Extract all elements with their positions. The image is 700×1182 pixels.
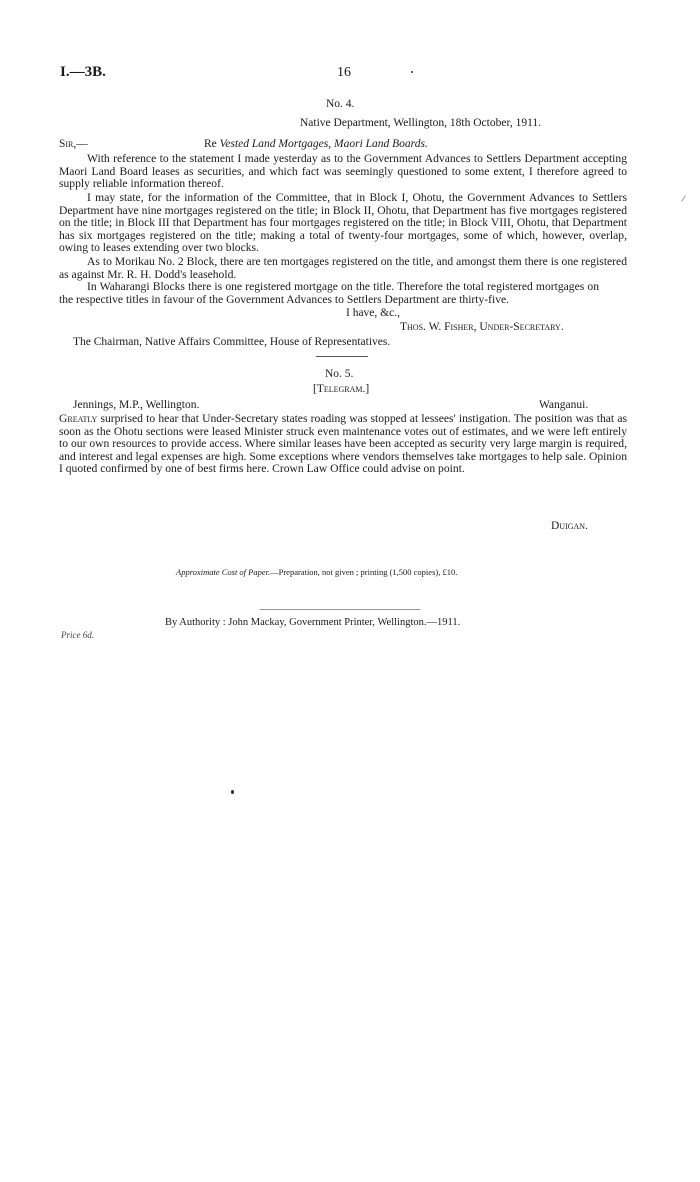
page-number: 16: [337, 65, 351, 80]
scan-speck: [411, 71, 413, 73]
subject-re: Re: [204, 138, 217, 150]
letter-dateline: Native Department, Wellington, 18th October, 1911.: [300, 117, 542, 129]
telegram-lead-word: Greatly: [59, 412, 98, 425]
letter-signatory: Thos. W. Fisher, Under-Secretary.: [400, 321, 564, 333]
cost-text: —Preparation, not given ; printing (1,500 copies), £10.: [270, 567, 458, 577]
telegram-body: [59, 413, 627, 476]
letter-paragraph: With reference to the statement I made yesterday as to the Government Advances to Settlers Department accepting Maori Land Board leases as securities, and which fact was seemingly questioned to some extent, I therefore agreed to supply reliable information thereof.: [59, 152, 627, 191]
telegram-origin: Wanganui.: [539, 399, 589, 411]
telegram-recipient: Jennings, M.P., Wellington.: [73, 399, 200, 411]
subject-title: Vested Land Mortgages, Maori Land Boards.: [219, 138, 428, 150]
letter-paragraph: As to Morikau No. 2 Block, there are ten mortgages registered on the title, and amongst them there is one registered as against Mr. R. H. Dodd's leasehold.: [59, 255, 627, 281]
section-divider: [316, 356, 368, 357]
approximate-cost: [176, 567, 457, 577]
footer-divider: [260, 609, 420, 610]
scan-speck: [681, 195, 686, 201]
letter-paragraph: I may state, for the information of the Committee, that in Block I, Ohotu, the Government Advances to Settlers Department have nine mortgages registered on the title; in Block II, Ohotu, that Department has five mortgages registered on the title; in Block III that Department has four mortgages registered on the title; in Block VIII, Ohotu, that Department has six mortgages registered on the title; making a total of twenty-four mortgages, some of which, however, overlap, owing to leases extending over two blocks.: [59, 191, 627, 255]
letter-closing: I have, &c.,: [346, 307, 400, 319]
cost-label: Approximate Cost of Paper.: [176, 567, 271, 577]
letter-addressee: The Chairman, Native Affairs Committee, House of Representatives.: [73, 336, 391, 348]
letter-paragraph: In Waharangi Blocks there is one registered mortgage on the title. Therefore the total registered mortgages on the respective titles in favour of the Government Advances to Settlers Department are thirty-five.: [59, 280, 599, 306]
letter-number: No. 4.: [326, 98, 355, 110]
telegram-label: [Telegram.]: [313, 383, 370, 395]
telegram-sender: Duigan.: [551, 520, 588, 532]
scan-speck: [231, 790, 234, 794]
telegram-text: surprised to hear that Under-Secretary states roading was stopped at lessees' instigation. The position was that as soon as the Ohotu sections were leased Minister struck even maintenance votes out of estimates, and we were left entirely to our own resources to provide access. Where similar leases have been accepted as security very large margin is required, and interest and legal expenses are high. Some exceptions where vendors themselves take mortgages to help sale. Opinion I quoted confirmed by one of best firms here. Crown Law Office could advise on point.: [59, 412, 627, 476]
paper-reference: I.—3B.: [60, 64, 106, 80]
price: Price 6d.: [61, 630, 94, 640]
telegram-number: No. 5.: [325, 368, 354, 380]
salutation: Sir,—: [59, 138, 88, 150]
letter-subject: [204, 138, 428, 150]
printer-authority: By Authority : John Mackay, Government Printer, Wellington.—1911.: [165, 617, 461, 628]
